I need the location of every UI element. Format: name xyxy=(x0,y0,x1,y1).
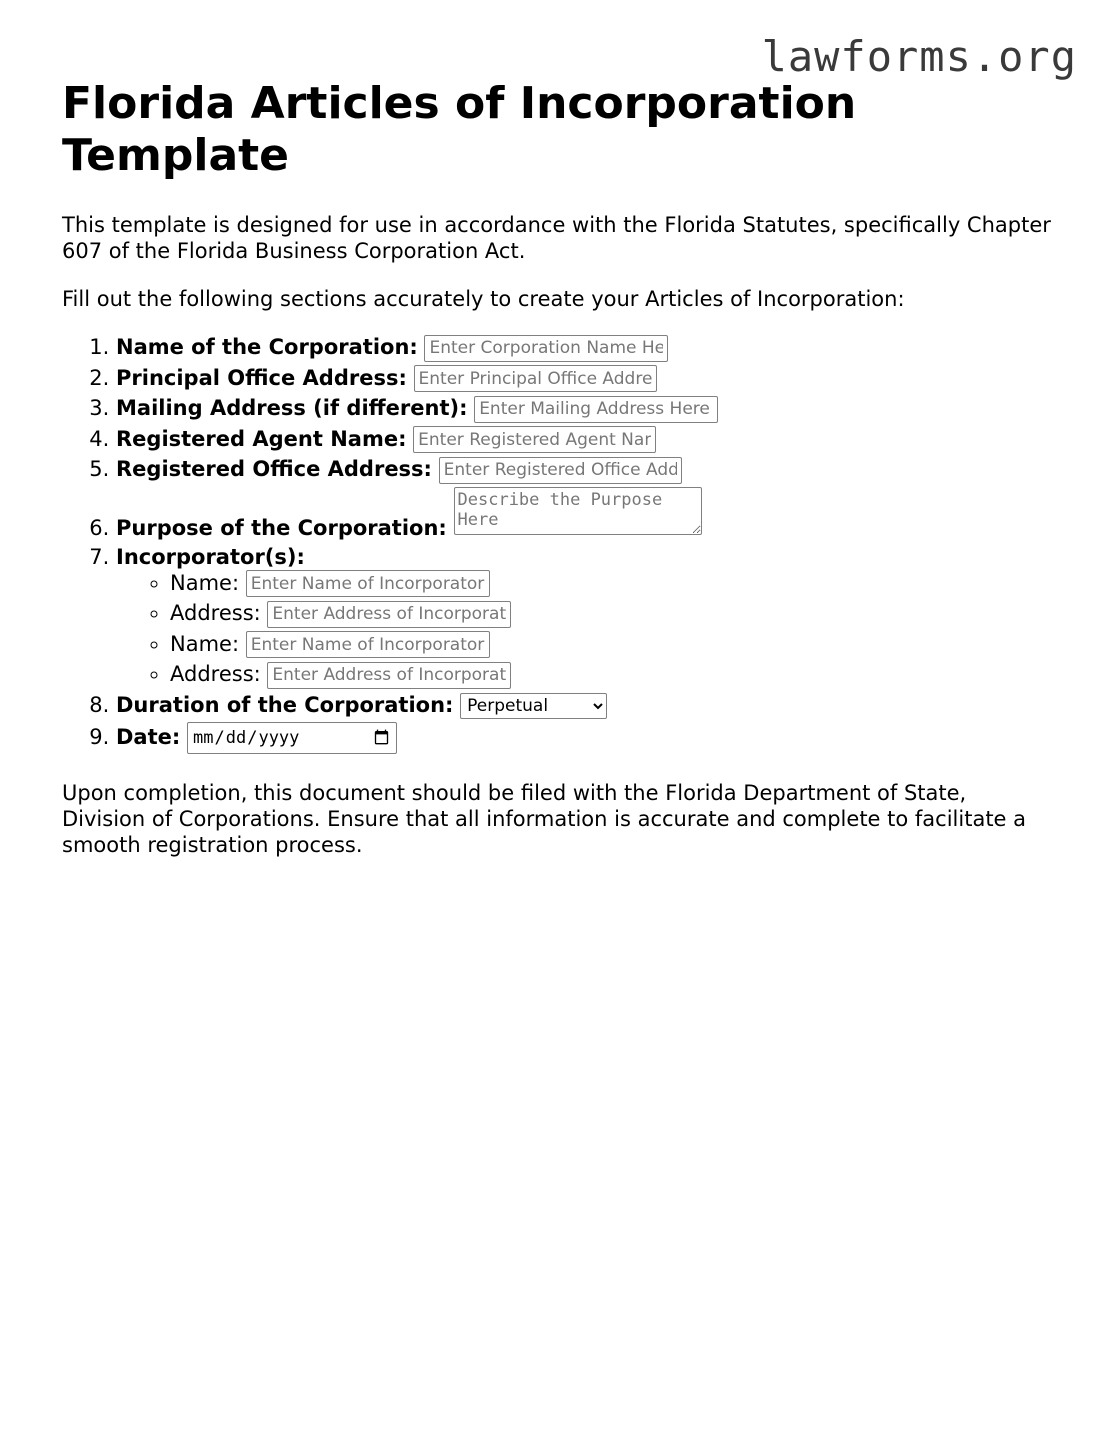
duration-label: Duration of the Corporation: xyxy=(116,692,454,717)
list-item-purpose xyxy=(116,487,1052,541)
mailing-address-label: Mailing Address (if different): xyxy=(116,396,468,420)
principal-office-label: Principal Office Address: xyxy=(116,365,407,390)
instruction-paragraph: Fill out the following sections accurately to create your Articles of Incorporation: xyxy=(62,287,905,311)
incorporator-1-address-input[interactable] xyxy=(267,601,511,628)
list-item-principal-office xyxy=(116,365,1052,393)
incorporator-1-name-input[interactable] xyxy=(246,570,490,597)
incorporator-1-address-label: Address: xyxy=(170,601,261,625)
mailing-address-input[interactable] xyxy=(474,396,718,423)
date-label: Date: xyxy=(116,724,181,749)
list-item-mailing-address xyxy=(116,395,1052,423)
date-input[interactable] xyxy=(187,722,397,754)
list-item-registered-agent xyxy=(116,426,1052,454)
watermark-logo: lawforms.org xyxy=(761,32,1077,81)
incorporator-2-name-input[interactable] xyxy=(246,631,490,658)
list-item-incorporators xyxy=(116,544,1052,689)
list-item-date xyxy=(116,722,1052,754)
closing-paragraph: Upon completion, this document should be filed with the Florida Department of State, Division of Corporations. Ensure that all information is accurate and complete to facilitate a smooth registration process. xyxy=(62,780,1027,857)
form-list xyxy=(62,334,1052,754)
list-item-registered-office xyxy=(116,456,1052,484)
incorporator-2-address-label: Address: xyxy=(170,662,261,686)
document xyxy=(62,78,1052,858)
incorporator-1-address-item xyxy=(170,600,1052,628)
incorporator-2-name-item xyxy=(170,631,1052,659)
incorporator-1-name-label: Name: xyxy=(170,570,240,595)
incorporator-2-name-label: Name: xyxy=(170,631,240,656)
registered-office-input[interactable] xyxy=(439,457,682,484)
duration-select[interactable] xyxy=(460,693,607,719)
list-item-duration xyxy=(116,692,1052,719)
registered-office-label: Registered Office Address: xyxy=(116,457,432,481)
purpose-label: Purpose of the Corporation: xyxy=(116,515,447,540)
incorporator-1-name-item xyxy=(170,570,1052,598)
list-item-corp-name xyxy=(116,334,1052,362)
incorporators-label: Incorporator(s): xyxy=(116,544,305,569)
incorporators-list xyxy=(116,570,1052,689)
registered-agent-input[interactable] xyxy=(413,426,656,453)
corp-name-input[interactable] xyxy=(424,335,668,362)
principal-office-input[interactable] xyxy=(414,365,657,392)
registered-agent-label: Registered Agent Name: xyxy=(116,426,407,451)
corp-name-label: Name of the Corporation: xyxy=(116,335,418,359)
incorporator-2-address-item xyxy=(170,661,1052,689)
page-title: Florida Articles of Incorporation Template xyxy=(62,78,857,181)
incorporator-2-address-input[interactable] xyxy=(267,662,511,689)
intro-paragraph: This template is designed for use in accordance with the Florida Statutes, specifically Chapter 607 of the Florida Business Corporation Act. xyxy=(62,213,1051,263)
purpose-textarea[interactable] xyxy=(454,487,702,535)
